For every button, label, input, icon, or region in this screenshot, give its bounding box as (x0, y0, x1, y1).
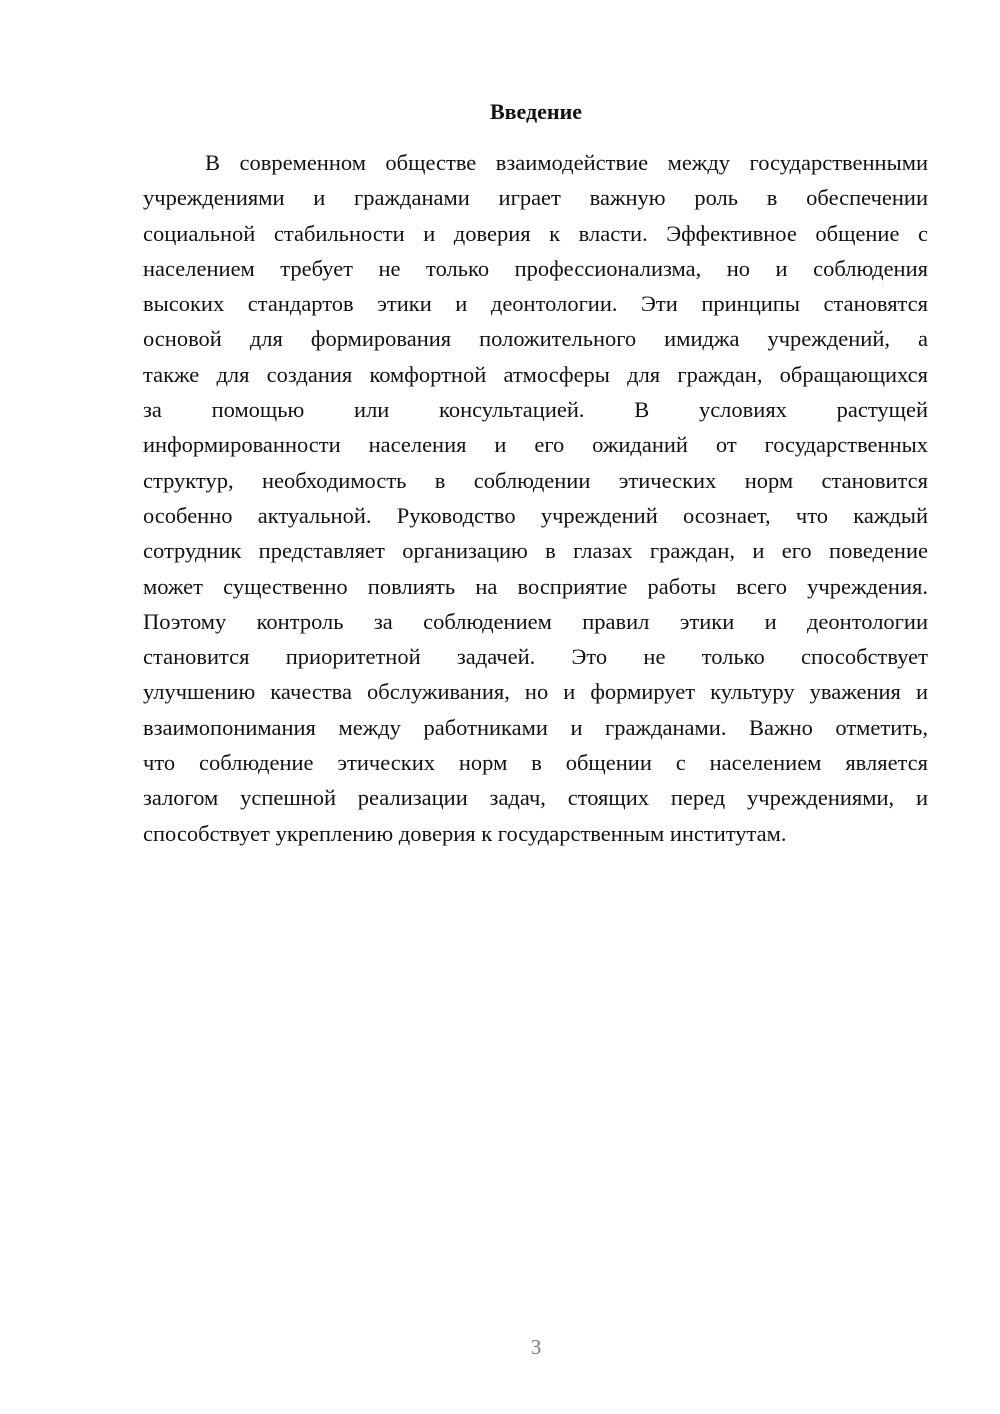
paragraph-line: за помощью или консультацией. В условиях растущей (143, 397, 928, 423)
paragraph-line: учреждениями и гражданами играет важную роль в обеспечении (143, 185, 928, 211)
paragraph-line: что соблюдение этических норм в общении с населением является (143, 750, 928, 776)
paragraph-line: структур, необходимость в соблюдении этических норм становится (143, 467, 928, 493)
paragraph-line: особенно актуальной. Руководство учреждений осознает, что каждый (143, 502, 928, 528)
introduction-paragraph (143, 145, 928, 851)
paragraph-line: социальной стабильности и доверия к власти. Эффективное общение с (143, 220, 928, 246)
paragraph-line: высоких стандартов этики и деонтологии. Эти принципы становятся (143, 291, 928, 317)
paragraph-line: становится приоритетной задачей. Это не только способствует (143, 644, 928, 670)
paragraph-line: информированности населения и его ожиданий от государственных (143, 432, 928, 458)
paragraph-line: В современном обществе взаимодействие между государственными (205, 150, 928, 175)
page-number: 3 (530, 1335, 542, 1359)
paragraph-line: улучшению качества обслуживания, но и формирует культуру уважения и (143, 679, 928, 705)
paragraph-line: взаимопонимания между работниками и гражданами. Важно отметить, (143, 714, 928, 740)
section-heading: Введение (489, 99, 583, 124)
paragraph-line: основой для формирования положительного имиджа учреждений, а (143, 326, 928, 352)
paragraph-line: сотрудник представляет организацию в глазах граждан, и его поведение (143, 538, 928, 564)
paragraph-line: Поэтому контроль за соблюдением правил этики и деонтологии (143, 608, 928, 634)
paragraph-line: населением требует не только профессионализма, но и соблюдения (143, 255, 928, 281)
paragraph-line: также для создания комфортной атмосферы для граждан, обращающихся (143, 361, 928, 387)
paragraph-line: способствует укреплению доверия к государственным институтам. (143, 820, 787, 846)
paragraph-line: может существенно повлиять на восприятие работы всего учреждения. (143, 573, 928, 599)
paragraph-line: залогом успешной реализации задач, стоящих перед учреждениями, и (143, 785, 928, 811)
